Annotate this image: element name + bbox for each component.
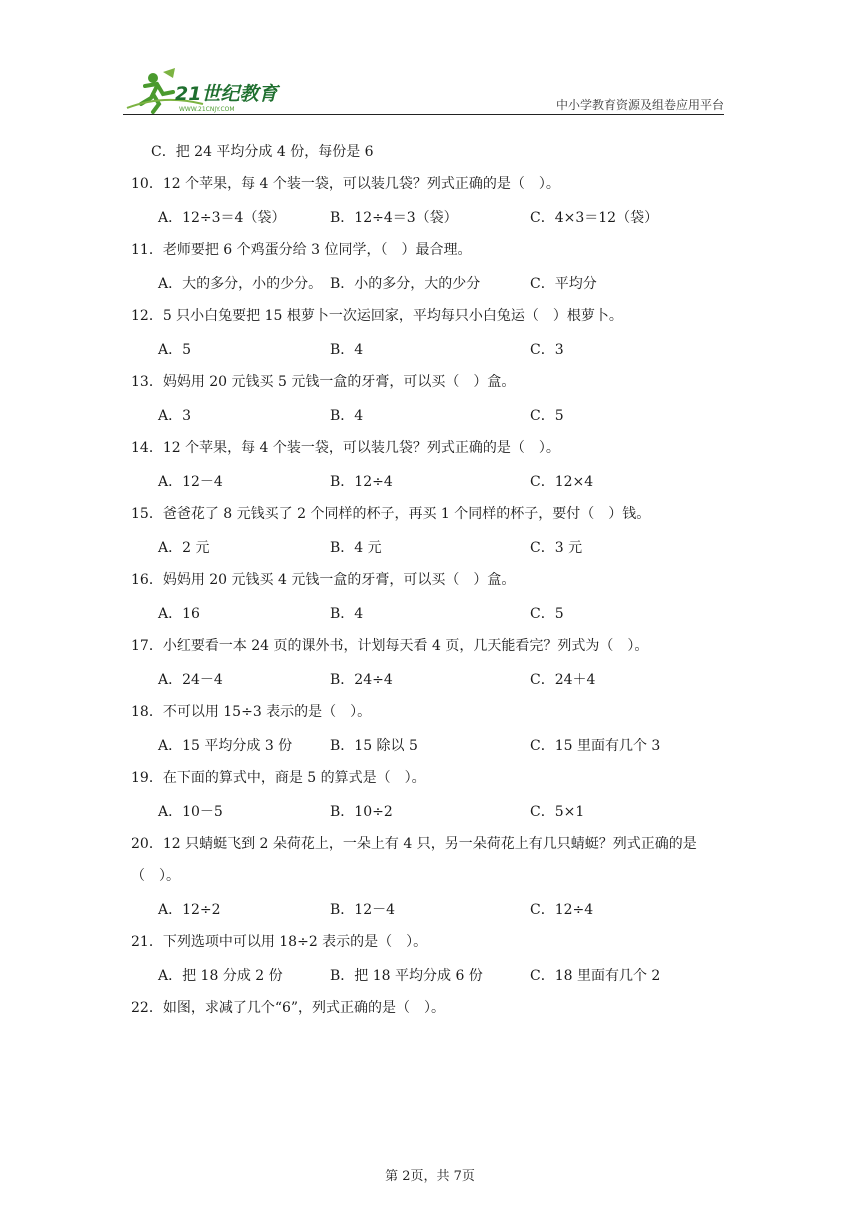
- logo-url: WWW.21CNJY.COM: [179, 106, 235, 113]
- question-9-option-c: [131, 142, 731, 162]
- option-a[interactable]: A．大的多分，小的少分。: [158, 276, 323, 292]
- logo-text: 21世纪教育: [175, 83, 278, 105]
- question-15-options: [131, 538, 731, 558]
- option-a[interactable]: A．3: [158, 408, 192, 424]
- question-18: 18．不可以用 15÷3 表示的是（ ）。: [131, 704, 372, 720]
- question-16: 16．妈妈用 20 元钱买 4 元钱一盒的牙膏，可以买（ ）盒。: [131, 572, 516, 588]
- question-18-options: [131, 736, 731, 756]
- option-c[interactable]: C．24＋4: [530, 672, 596, 688]
- question-11: 11．老师要把 6 个鸡蛋分给 3 位同学，（ ）最合理。: [131, 242, 472, 258]
- option-c[interactable]: C．平均分: [530, 276, 597, 292]
- option-b[interactable]: B．12÷4＝3（袋）: [330, 210, 458, 226]
- option-a[interactable]: A．15 平均分成 3 份: [158, 738, 293, 754]
- option-c[interactable]: C．18 里面有几个 2: [530, 968, 661, 984]
- question-14: 14．12 个苹果，每 4 个装一袋，可以装几袋？列式正确的是（ ）。: [131, 440, 560, 456]
- platform-name: 中小学教育资源及组卷应用平台: [555, 98, 724, 112]
- option-text: C．把 24 平均分成 4 份，每份是 6: [151, 144, 374, 160]
- option-a[interactable]: A．2 元: [158, 540, 210, 556]
- question-13: 13．妈妈用 20 元钱买 5 元钱一盒的牙膏，可以买（ ）盒。: [131, 374, 516, 390]
- option-c[interactable]: C．4×3＝12（袋）: [530, 210, 659, 226]
- option-a[interactable]: A．10－5: [158, 804, 223, 820]
- option-a[interactable]: A．12÷3＝4（袋）: [158, 210, 286, 226]
- question-19-options: [131, 802, 731, 822]
- page-number: 第 2页，共 7页: [385, 1169, 475, 1184]
- option-c[interactable]: C．15 里面有几个 3: [530, 738, 661, 754]
- question-21: 21．下列选项中可以用 18÷2 表示的是（ ）。: [131, 934, 428, 950]
- option-b[interactable]: B．小的多分，大的少分: [330, 276, 481, 292]
- question-17-options: [131, 670, 731, 690]
- question-19: 19．在下面的算式中，商是 5 的算式是（ ）。: [131, 770, 426, 786]
- option-b[interactable]: B．12－4: [330, 902, 396, 918]
- option-c[interactable]: C．5×1: [530, 804, 585, 820]
- page-header: [123, 64, 724, 118]
- question-17: 17．小红要看一本 24 页的课外书，计划每天看 4 页，几天能看完？列式为（ ）。: [131, 638, 649, 654]
- option-a[interactable]: A．5: [158, 342, 192, 358]
- option-a[interactable]: A．把 18 分成 2 份: [158, 968, 283, 984]
- option-a[interactable]: A．24－4: [158, 672, 223, 688]
- option-b[interactable]: B．4: [330, 606, 364, 622]
- option-c[interactable]: C．12×4: [530, 474, 594, 490]
- option-b[interactable]: B．10÷2: [330, 804, 393, 820]
- question-22: 22．如图，求减了几个“6”，列式正确的是（ ）。: [131, 1000, 446, 1016]
- option-b[interactable]: B．把 18 平均分成 6 份: [330, 968, 483, 984]
- header-divider: [123, 114, 724, 115]
- option-b[interactable]: B．4: [330, 408, 364, 424]
- option-b[interactable]: B．4 元: [330, 540, 382, 556]
- question-20: 20．12 只蜻蜓飞到 2 朵荷花上，一朵上有 4 只，另一朵荷花上有几只蜻蜓？列式正确的是: [131, 836, 697, 852]
- question-10: 10．12 个苹果，每 4 个装一袋，可以装几袋？列式正确的是（ ）。: [131, 176, 560, 192]
- option-c[interactable]: C．3 元: [530, 540, 583, 556]
- option-c[interactable]: C．12÷4: [530, 902, 594, 918]
- option-c[interactable]: C．3: [530, 342, 564, 358]
- question-12-options: [131, 340, 731, 360]
- question-13-options: [131, 406, 731, 426]
- question-15: 15．爸爸花了 8 元钱买了 2 个同样的杯子，再买 1 个同样的杯子，要付（ ）钱。: [131, 506, 651, 522]
- option-c[interactable]: C．5: [530, 408, 564, 424]
- question-20-options: [131, 900, 731, 920]
- question-14-options: [131, 472, 731, 492]
- option-a[interactable]: A．12－4: [158, 474, 223, 490]
- question-21-options: [131, 966, 731, 986]
- option-c[interactable]: C．5: [530, 606, 564, 622]
- question-16-options: [131, 604, 731, 624]
- option-b[interactable]: B．24÷4: [330, 672, 393, 688]
- option-b[interactable]: B．15 除以 5: [330, 738, 418, 754]
- question-11-options: [131, 274, 731, 294]
- question-20-continued: （ ）。: [131, 868, 180, 884]
- option-b[interactable]: B．4: [330, 342, 364, 358]
- option-a[interactable]: A．12÷2: [158, 902, 221, 918]
- option-b[interactable]: B．12÷4: [330, 474, 393, 490]
- option-a[interactable]: A．16: [158, 606, 200, 622]
- logo-icon: [123, 64, 293, 118]
- question-10-options: [131, 208, 731, 228]
- question-list: [131, 142, 731, 1018]
- question-12: 12．5 只小白兔要把 15 根萝卜一次运回家，平均每只小白兔运（ ）根萝卜。: [131, 308, 623, 324]
